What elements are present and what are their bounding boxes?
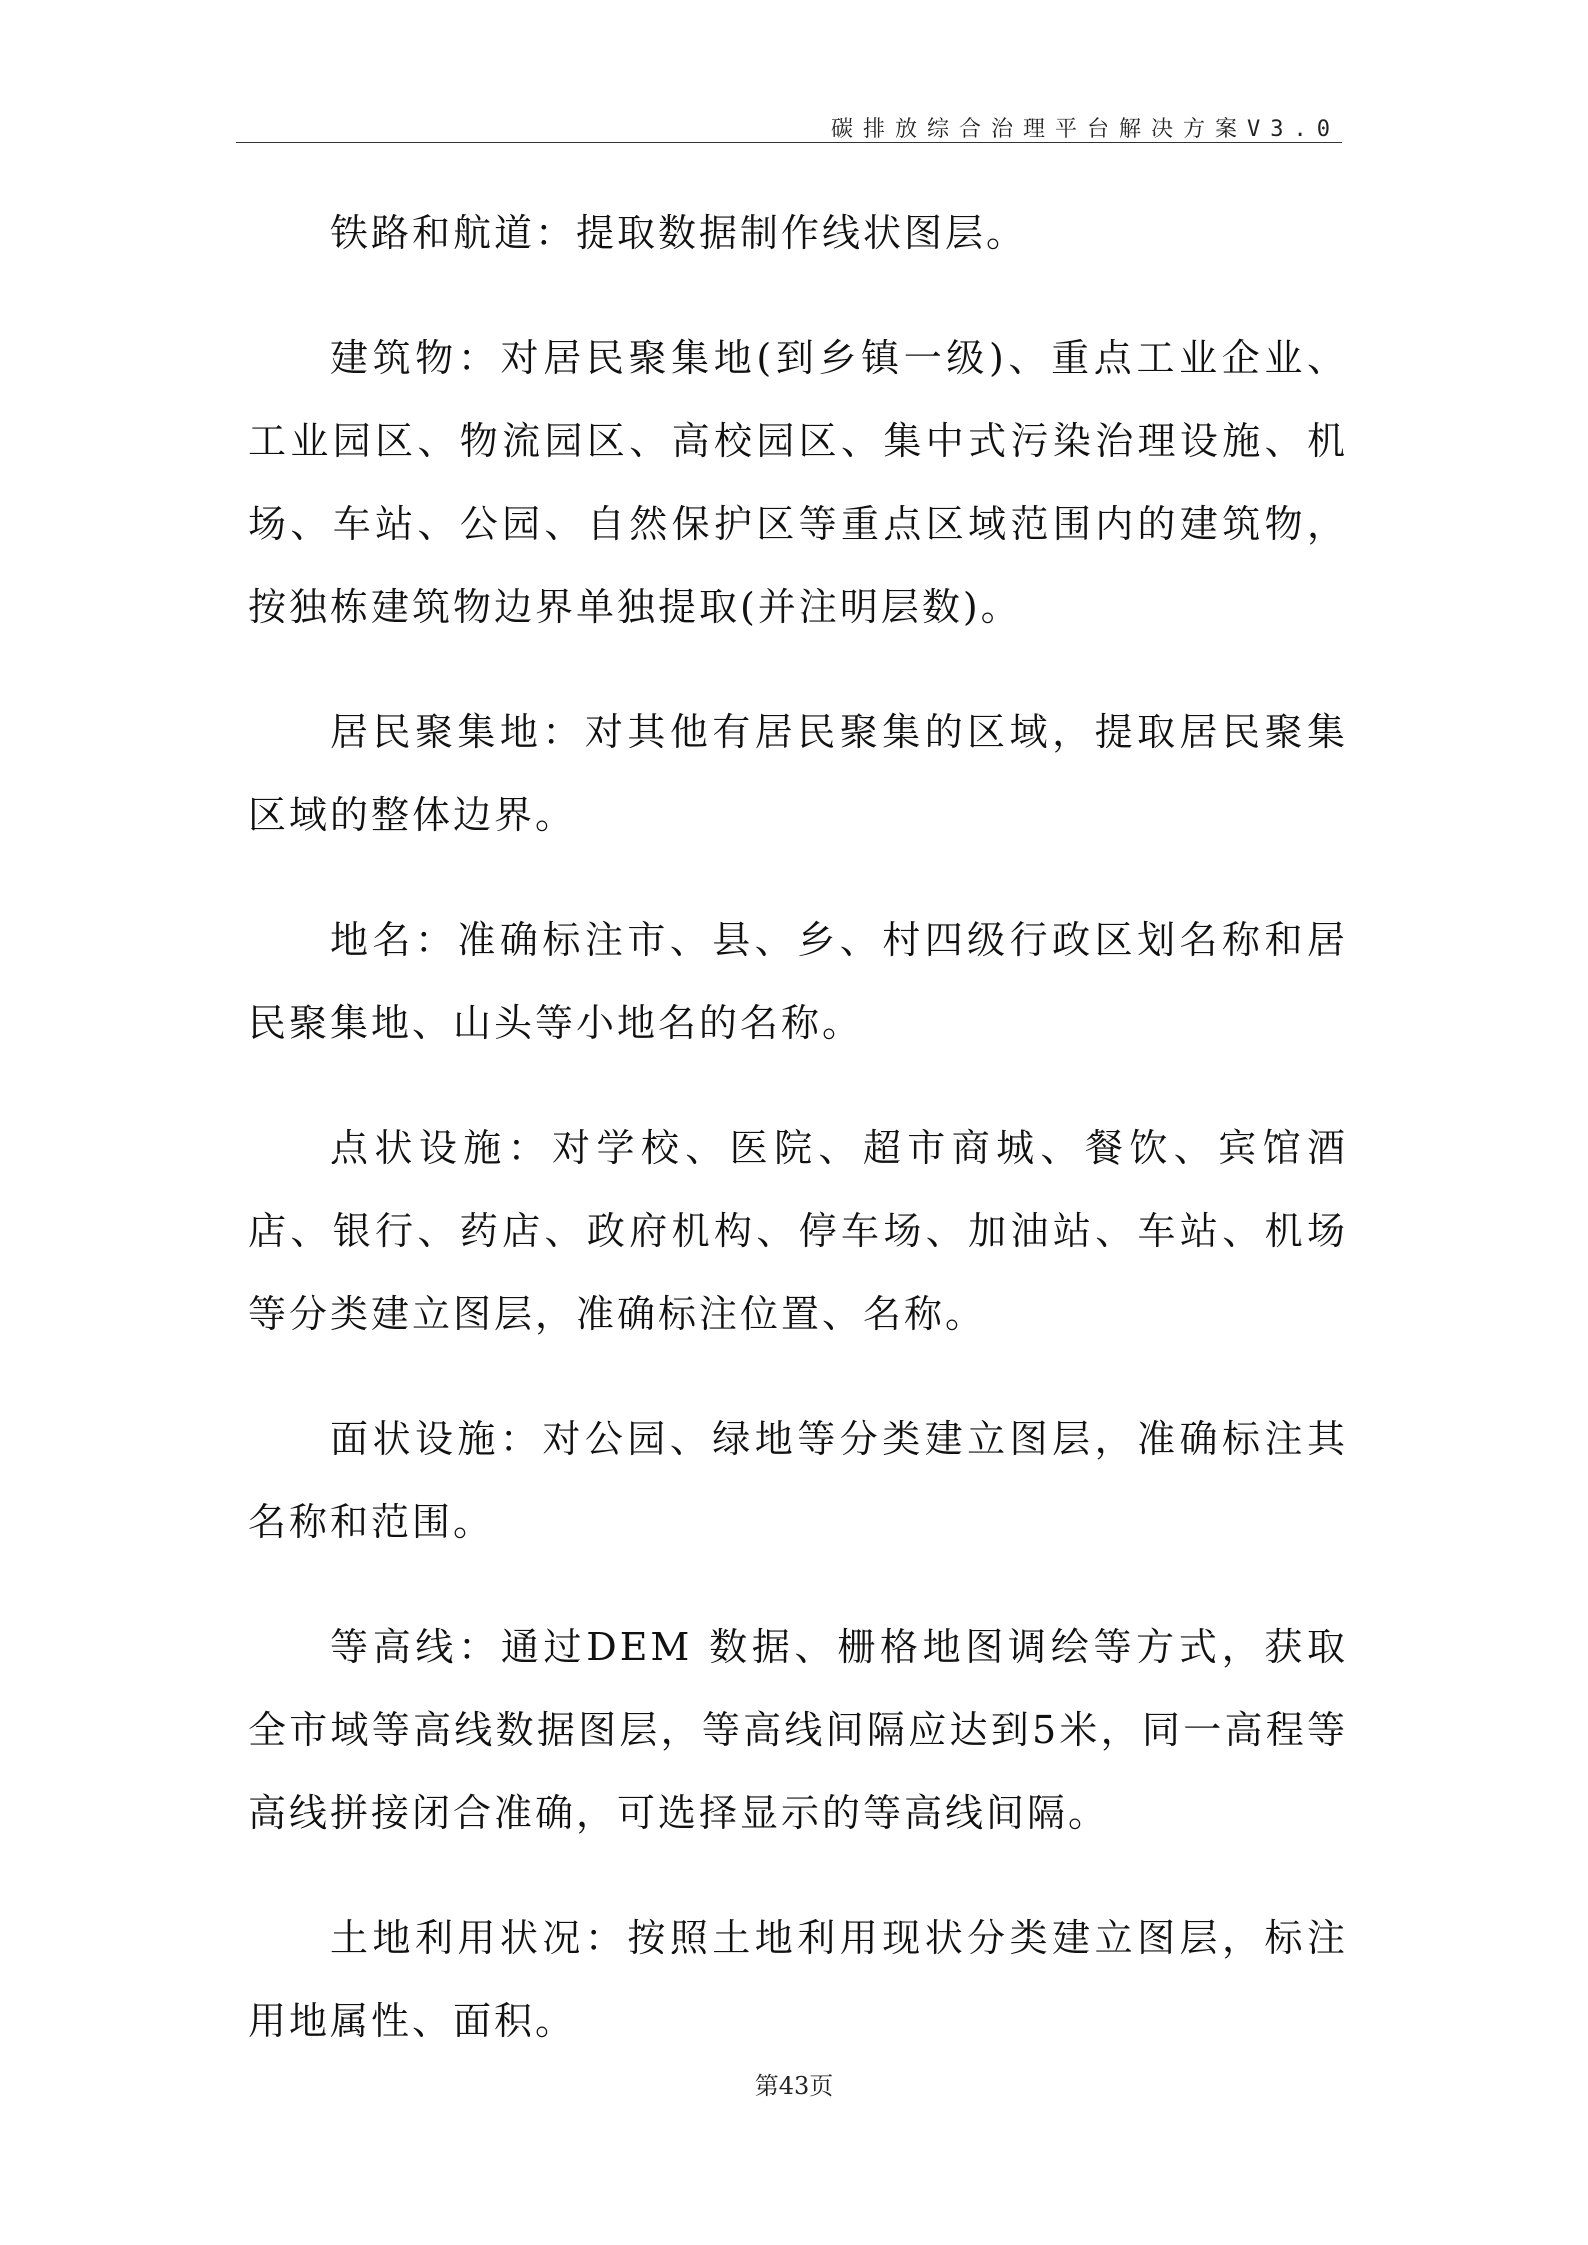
paragraph-area-facilities: 面状设施：对公园、绿地等分类建立图层，准确标注其名称和范围。	[248, 1417, 1348, 1544]
paragraph-contour-lines: 等高线：通过DEM 数据、栅格地图调绘等方式，获取全市域等高线数据图层，等高线间隔应达到5米，同一高程等高线拼接闭合准确，可选择显示的等高线间隔。	[248, 1625, 1348, 1835]
paragraph-buildings: 建筑物：对居民聚集地(到乡镇一级)、重点工业企业、工业园区、物流园区、高校园区、集中式污染治理设施、机场、车站、公园、自然保护区等重点区域范围内的建筑物，按独栋建筑物边界单独提取(并注明层数)。	[248, 336, 1348, 629]
paragraph-place-names: 地名：准确标注市、县、乡、村四级行政区划名称和居民聚集地、山头等小地名的名称。	[248, 918, 1348, 1045]
header-divider	[236, 142, 1342, 143]
document-body	[248, 200, 1348, 2105]
paragraph-residential-areas: 居民聚集地：对其他有居民聚集的区域，提取居民聚集区域的整体边界。	[248, 710, 1348, 837]
paragraph-railway-waterway: 铁路和航道：提取数据制作线状图层。	[330, 211, 1028, 255]
page-number: 第43页	[754, 2072, 834, 2100]
paragraph-point-facilities: 点状设施：对学校、医院、超市商城、餐饮、宾馆酒店、银行、药店、政府机构、停车场、加油站、车站、机场等分类建立图层，准确标注位置、名称。	[248, 1126, 1348, 1336]
paragraph-land-use: 土地利用状况：按照土地利用现状分类建立图层，标注用地属性、面积。	[248, 1916, 1348, 2043]
running-header-title: 碳排放综合治理平台解决方案V3.0	[831, 117, 1340, 142]
